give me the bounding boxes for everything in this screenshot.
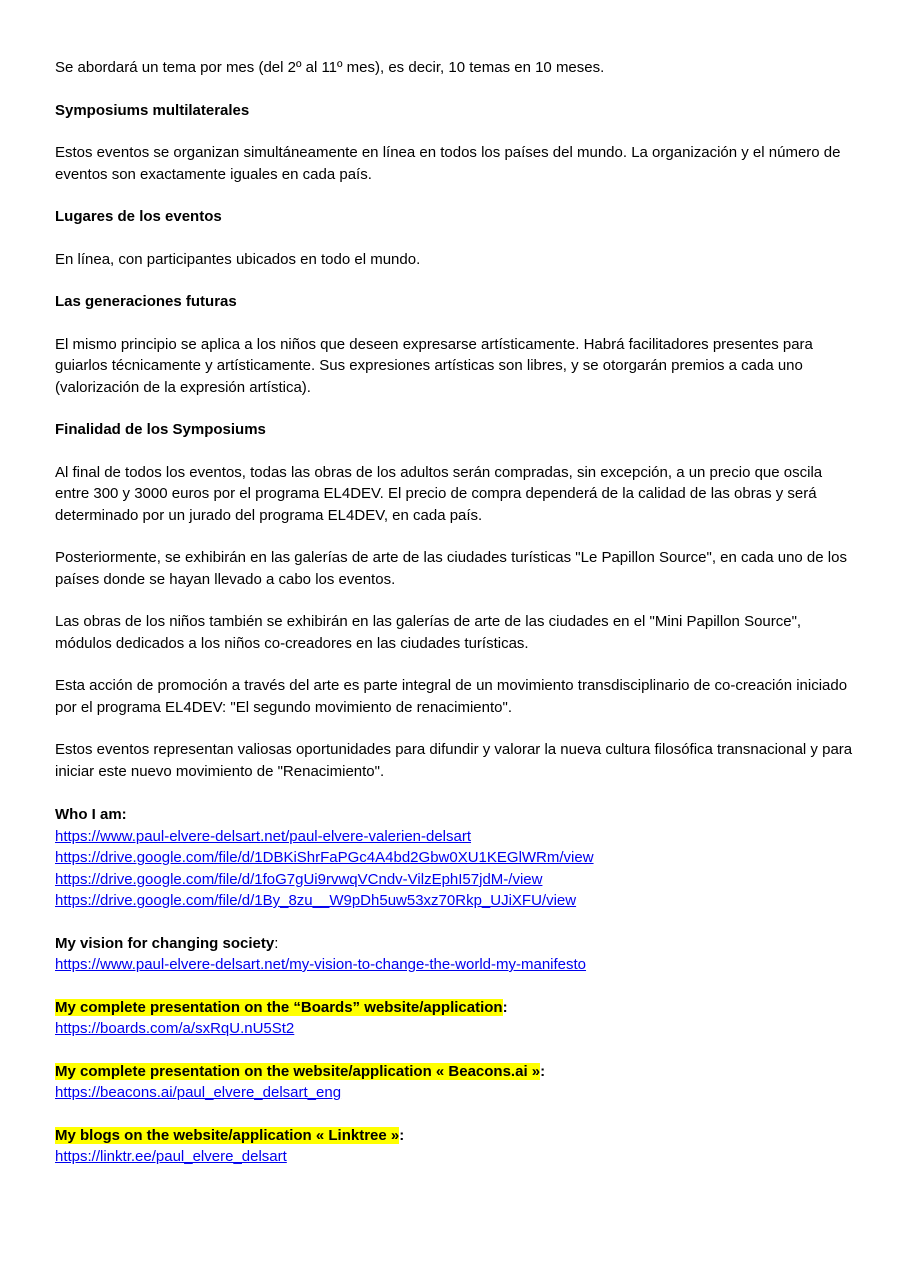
label-colon: : bbox=[502, 998, 508, 1016]
label-colon: : bbox=[274, 934, 279, 952]
label-colon: : bbox=[540, 1062, 546, 1080]
link-personal-site[interactable]: https://www.paul-elvere-delsart.net/paul-elvere-valerien-delsart bbox=[55, 827, 472, 845]
link-drive-2[interactable]: https://drive.google.com/file/d/1foG7gUi9rvwqVCndv-VilzEphI57jdM-/view bbox=[55, 870, 543, 888]
paragraph-finalidad-2: Posteriormente, se exhibirán en las galerías de arte de las ciudades turísticas "Le Papillon Source", en cada uno de los países donde se hayan llevado a cabo los eventos. bbox=[55, 549, 847, 588]
paragraph-symposiums: Estos eventos se organizan simultáneamente en línea en todos los países del mundo. La organización y el número de eventos son exactamente iguales en cada país. bbox=[55, 144, 841, 183]
linktree-label-line bbox=[55, 1125, 855, 1147]
label-colon: : bbox=[399, 1126, 405, 1144]
beacons-label: My complete presentation on the website/application « Beacons.ai » bbox=[55, 1062, 541, 1080]
link-line bbox=[55, 826, 855, 848]
paragraph-lugares: En línea, con participantes ubicados en todo el mundo. bbox=[55, 250, 421, 268]
intro-paragraph: Se abordará un tema por mes (del 2º al 11º mes), es decir, 10 temas en 10 meses. bbox=[55, 59, 605, 76]
paragraph-finalidad-3: Las obras de los niños también se exhibirán en las galerías de arte de las ciudades en el "Mini Papillon Source", módulos dedicados a los niños co-creadores en las ciudades turísticas. bbox=[55, 613, 802, 652]
vision-section bbox=[55, 933, 855, 976]
heading-symposiums-multilaterales: Symposiums multilaterales bbox=[55, 101, 250, 119]
boards-section bbox=[55, 997, 855, 1040]
heading-generaciones-futuras: Las generaciones futuras bbox=[55, 293, 237, 310]
beacons-label-line bbox=[55, 1061, 855, 1083]
link-beacons[interactable]: https://beacons.ai/paul_elvere_delsart_eng bbox=[55, 1084, 342, 1101]
link-line bbox=[55, 1018, 855, 1040]
vision-label: My vision for changing society bbox=[55, 934, 275, 952]
link-linktr[interactable]: https://linktr.ee/paul_elvere_delsart bbox=[55, 1148, 287, 1165]
beacons-section bbox=[55, 1061, 855, 1104]
link-line bbox=[55, 890, 855, 912]
boards-label-line bbox=[55, 997, 855, 1019]
paragraph-finalidad-1: Al final de todos los eventos, todas las obras de los adultos serán compradas, sin excepción, a un precio que oscila entre 300 y 3000 euros por el programa EL4DEV. El precio de compra dependerá de la calidad de las obras y será determinado por un jurado del programa EL4DEV, en cada país. bbox=[55, 463, 823, 524]
heading-lugares-eventos: Lugares de los eventos bbox=[55, 208, 222, 225]
link-drive-1[interactable]: https://drive.google.com/file/d/1DBKiShrFaPGc4A4bd2Gbw0XU1KEGlWRm/view bbox=[55, 849, 594, 866]
linktree-label: My blogs on the website/application « Linktree » bbox=[55, 1126, 400, 1144]
boards-label: My complete presentation on the “Boards” website/application bbox=[55, 998, 503, 1016]
paragraph-finalidad-5: Estos eventos representan valiosas oportunidades para difundir y valorar la nueva cultura filosófica transnacional y para iniciar este nuevo movimiento de "Renacimiento". bbox=[55, 741, 853, 780]
paragraph-generaciones: El mismo principio se aplica a los niños que deseen expresarse artísticamente. Habrá facilitadores presentes para guiarlos técnicamente y artísticamente. Sus expresiones artísticas son libres, y se otorgarán premios a cada uno (valorización de la expresión artística). bbox=[55, 335, 813, 396]
link-line bbox=[55, 954, 855, 976]
link-vision-manifesto[interactable]: https://www.paul-elvere-delsart.net/my-vision-to-change-the-world-my-manifesto bbox=[55, 956, 587, 973]
linktree-section bbox=[55, 1125, 855, 1168]
link-line bbox=[55, 869, 855, 891]
link-line bbox=[55, 1146, 855, 1168]
link-line bbox=[55, 1082, 855, 1104]
link-drive-3[interactable]: https://drive.google.com/file/d/1By_8zu__W9pDh5uw53xz70Rkp_UJiXFU/view bbox=[55, 892, 577, 909]
vision-label-line bbox=[55, 933, 855, 955]
heading-finalidad-symposiums: Finalidad de los Symposiums bbox=[55, 421, 266, 438]
link-boards[interactable]: https://boards.com/a/sxRqU.nU5St2 bbox=[55, 1020, 295, 1037]
paragraph-finalidad-4: Esta acción de promoción a través del arte es parte integral de un movimiento transdisciplinario de co-creación iniciado por el programa EL4DEV: "El segundo movimiento de renacimiento". bbox=[55, 677, 848, 716]
who-i-am-section bbox=[55, 804, 855, 912]
link-line bbox=[55, 847, 855, 869]
who-i-am-label: Who I am: bbox=[55, 806, 127, 823]
